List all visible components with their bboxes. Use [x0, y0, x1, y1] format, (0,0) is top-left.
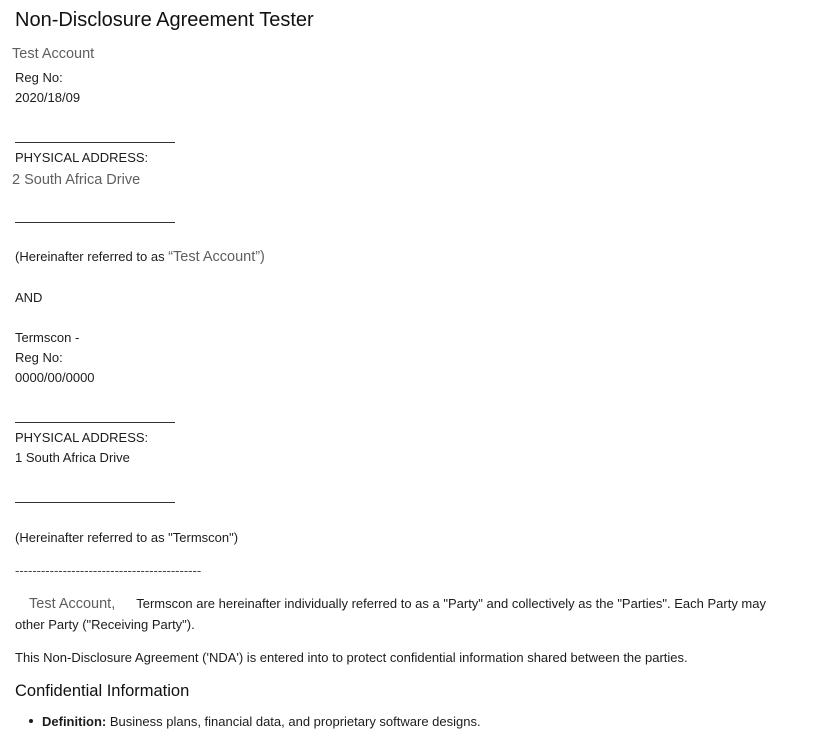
- party-one-address-label: PHYSICAL ADDRESS:: [15, 150, 149, 165]
- bullet-icon: [29, 719, 33, 723]
- referred-prefix: (Hereinafter referred to as: [15, 249, 169, 264]
- signature-line: [15, 502, 175, 503]
- section-heading-confidential-information: Confidential Information: [15, 682, 190, 700]
- signature-line: [15, 142, 175, 143]
- bullet-text: Business plans, financial data, and proprietary software designs.: [106, 714, 481, 729]
- party-one-address: 2 South Africa Drive: [12, 172, 141, 188]
- bullet-label: Definition:: [42, 714, 107, 729]
- party-two-address: 1 South Africa Drive: [15, 450, 130, 465]
- party-one-referred-as: [15, 249, 265, 265]
- document-title: Non-Disclosure Agreement Tester: [15, 9, 314, 31]
- signature-line: [15, 222, 175, 223]
- party-two-referred-as: (Hereinafter referred to as "Termscon"): [15, 530, 239, 545]
- party-two-address-label: PHYSICAL ADDRESS:: [15, 430, 149, 445]
- conjunction-and: AND: [15, 290, 43, 305]
- parties-paragraph-line2: other Party ("Receiving Party").: [15, 617, 195, 632]
- parties-lead-name: Test Account,: [29, 596, 116, 612]
- party-two-reg-no: 0000/00/0000: [15, 370, 95, 385]
- parties-text: Termscon are hereinafter individually referred to as a "Party" and collectively as the "Parties". Each Party may: [136, 596, 766, 611]
- party-one-reg-no: 2020/18/09: [15, 90, 81, 105]
- party-two-name: Termscon -: [15, 330, 80, 345]
- referred-name: “Test Account”): [168, 249, 265, 265]
- party-one-reg-label: Reg No:: [15, 70, 63, 85]
- party-two-reg-label: Reg No:: [15, 350, 63, 365]
- signature-line: [15, 422, 175, 423]
- intro-paragraph: This Non-Disclosure Agreement ('NDA') is entered into to protect confidential information shared between the parties.: [15, 650, 688, 665]
- bullet-item-definition: [42, 714, 481, 729]
- parties-paragraph-line1: [29, 596, 766, 612]
- separator-dashes: -------------------------------------------: [15, 563, 202, 578]
- party-one-name: Test Account: [12, 46, 95, 62]
